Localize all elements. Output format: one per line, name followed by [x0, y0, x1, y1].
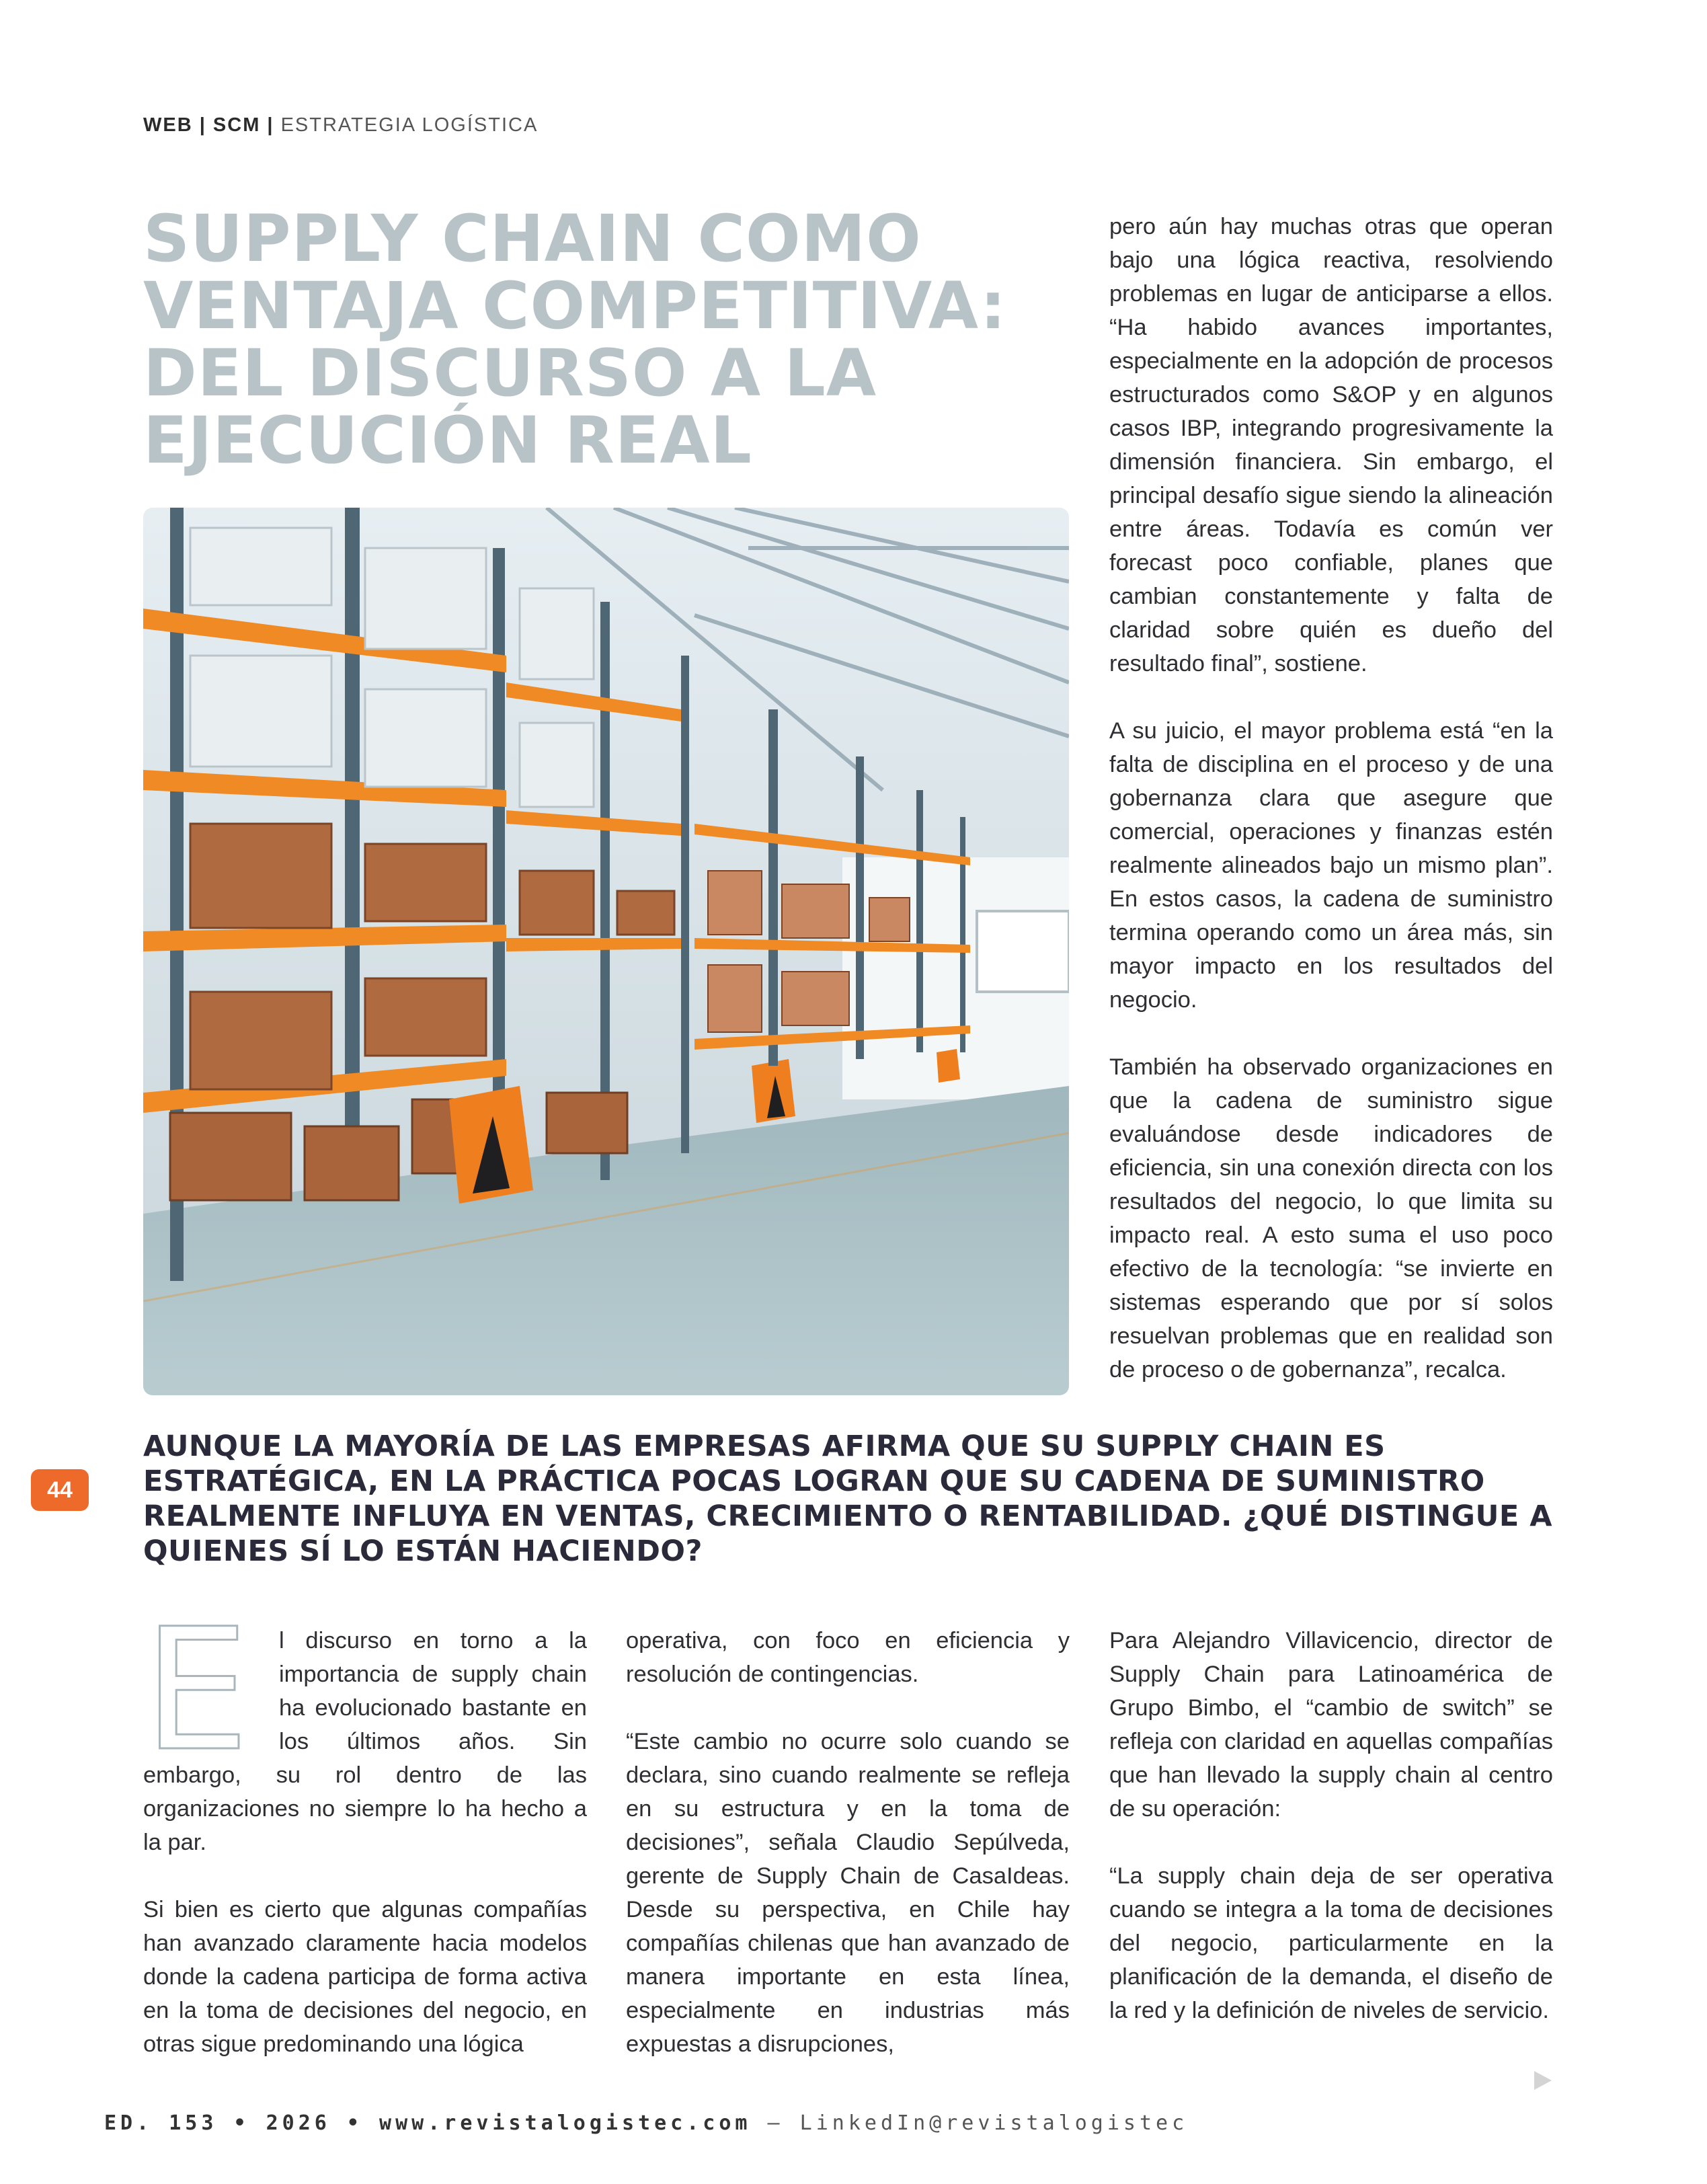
drop-cap: E	[143, 1592, 249, 1788]
paragraph-text: l discurso en torno a la importancia de supply chain ha evolucionado bastante en los últimos años. Sin embargo, su rol dentro de las organizaciones no siempre lo ha hecho a la par.	[143, 1628, 587, 1855]
next-page-arrow-icon	[1534, 2071, 1552, 2090]
page-footer	[104, 2111, 1188, 2135]
headline-line: DEL DISCURSO A LA	[143, 336, 877, 411]
body-paragraph: A su juicio, el mayor problema está “en la falta de disciplina en el proceso y de una gobernanza clara que asegure que comercial, operaciones y finanzas estén realmente alineados bajo un mismo plan”. En estos casos, la cadena de suministro termina operando como un área más, sin mayor impacto en los resultados del negocio.	[1109, 718, 1553, 1013]
section-web: WEB	[143, 114, 193, 136]
body-column-2	[626, 1624, 1070, 2095]
body-paragraph: “Este cambio no ocurre solo cuando se declara, sino cuando realmente se refleja en su estructura y en la toma de decisiones”, señala Claudio Sepúlveda, gerente de Supply Chain de CasaIdeas. Desde su perspectiva, en Chile hay compañías chilenas que han avanzado de manera importante en esta línea, especialmente en industrias más expuestas a disrupciones,	[626, 1729, 1070, 2057]
section-scm: SCM	[212, 114, 261, 136]
article-headline	[143, 201, 1071, 478]
footer-edition: ED. 153 • 2026 • www.revistalogistec.com	[104, 2111, 752, 2135]
section-separator: |	[192, 114, 213, 136]
subhead-line: REALMENTE INFLUYA EN VENTAS, CRECIMIENTO O RENTABILIDAD. ¿QUÉ DISTINGUE A	[143, 1499, 1553, 1533]
body-paragraph: También ha observado organizaciones en que la cadena de suministro sigue evaluándose desde indicadores de eficiencia, sin una conexión directa con los resultados del negocio, lo que limita su impacto real. A esto suma el uso poco efectivo de la tecnología: “se invierte en sistemas esperando que por sí solos resuelvan problemas que en realidad son de proceso o de gobernanza”, recalca.	[1109, 1054, 1553, 1382]
subhead-line: ESTRATÉGICA, EN LA PRÁCTICA POCAS LOGRAN QUE SU CADENA DE SUMINISTRO	[143, 1465, 1485, 1498]
subhead-line: QUIENES SÍ LO ESTÁN HACIENDO?	[143, 1534, 703, 1568]
page-number: 44	[31, 1469, 89, 1511]
body-paragraph: Si bien es cierto que algunas compañías han avanzado claramente hacia modelos donde la cadena participa de forma activa en la toma de decisiones del negocio, en otras sigue predominando una lógica	[143, 1897, 587, 2057]
subhead-line: AUNQUE LA MAYORÍA DE LAS EMPRESAS AFIRMA QUE SU SUPPLY CHAIN ES	[143, 1430, 1386, 1463]
headline-line: SUPPLY CHAIN COMO	[143, 201, 922, 276]
warehouse-shelves-photo	[143, 508, 1069, 1395]
article-subhead	[143, 1429, 1562, 1569]
section-separator: |	[260, 114, 281, 136]
headline-line: EJECUCIÓN REAL	[143, 403, 752, 478]
section-topic: ESTRATEGIA LOGÍSTICA	[280, 114, 539, 136]
body-column-1	[143, 1592, 587, 2095]
body-paragraph: operativa, con foco en eficiencia y resolución de contingencias.	[626, 1628, 1070, 1687]
headline-line: VENTAJA COMPETITIVA:	[143, 268, 1007, 344]
right-column-top	[1109, 210, 1553, 1420]
body-paragraph: “La supply chain deja de ser operativa cuando se integra a la toma de decisiones del negocio, particularmente en la planificación de la demanda, el diseño de la red y la definición de niveles de servicio.	[1109, 1863, 1553, 2023]
body-paragraph: Para Alejandro Villavicencio, director de Supply Chain para Latinoamérica de Grupo Bimbo, el “cambio de switch” se refleja con claridad en aquellas compañías que han llevado la supply chain al centro de su operación:	[1109, 1628, 1553, 1822]
body-paragraph: pero aún hay muchas otras que operan bajo una lógica reactiva, resolviendo problemas en lugar de anticiparse a ellos. “Ha habido avances importantes, especialmente en la adopción de procesos estructurados como S&OP y en algunos casos IBP, integrando progresivamente la dimensión financiera. Sin embargo, el principal desafío sigue siendo la alineación entre áreas. Todavía es común ver forecast poco confiable, planes que cambian constantemente y falta de claridad sobre quién es dueño del resultado final”, sostiene.	[1109, 214, 1553, 676]
footer-social: – LinkedIn@revistalogistec	[751, 2111, 1189, 2135]
body-paragraph	[143, 1592, 587, 1859]
body-column-3	[1109, 1624, 1553, 2061]
section-tag	[143, 114, 538, 136]
